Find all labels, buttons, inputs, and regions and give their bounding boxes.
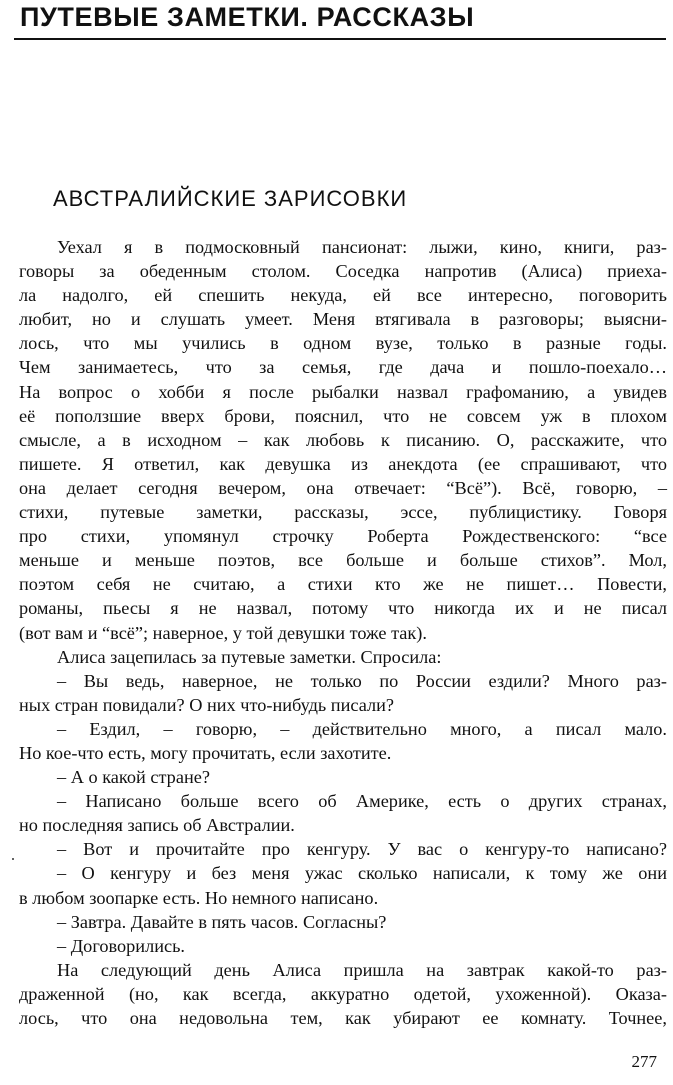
body-text xyxy=(19,235,667,1030)
running-header: ПУТЕВЫЕ ЗАМЕТКИ. РАССКАЗЫ xyxy=(20,2,475,32)
text-line: – А о какой стране? xyxy=(57,767,210,788)
text-line: пишете. Я ответил, как девушка из анекдота (ее спрашивают, что xyxy=(19,453,667,474)
text-line: стихи, путевые заметки, рассказы, эссе, публицистику. Говоря xyxy=(19,502,667,523)
text-line: – Вот и прочитайте про кенгуру. У вас о кенгуру-то написано? xyxy=(57,839,667,860)
text-line: – Вы ведь, наверное, не только по России ездили? Много раз- xyxy=(57,670,667,691)
text-line: (вот вам и “всё”; наверное, у той девушки тоже так). xyxy=(19,622,427,643)
story-title: АВСТРАЛИЙСКИЕ ЗАРИСОВКИ xyxy=(53,186,408,211)
text-line: ла надолго, ей спешить некуда, ей все интересно, поговорить xyxy=(19,285,667,306)
text-line: она делает сегодня вечером, она отвечает: “Всё”). Всё, говорю, – xyxy=(19,477,667,498)
text-line: – Ездил, – говорю, – действительно много, а писал мало. xyxy=(57,718,667,739)
text-line: лось, что она недовольна тем, как убирают ее комнату. Точнее, xyxy=(19,1008,667,1028)
text-line: – О кенгуру и без меня ужас сколько написали, к тому же они xyxy=(57,863,667,884)
text-line: Чем занимаетесь, что за семья, где дача и пошло-поехало… xyxy=(19,357,667,378)
text-line: поэтом себя не считаю, а стихи кто же не пишет… Повести, xyxy=(19,574,667,595)
text-line: в любом зоопарке есть. Но немного написано. xyxy=(19,887,379,908)
page-number: 277 xyxy=(631,1052,657,1071)
text-line: Алиса зацепилась за путевые заметки. Спросила: xyxy=(57,646,442,667)
text-line: На вопрос о хобби я после рыбалки назвал графоманию, а увидев xyxy=(19,381,667,402)
text-line: ных стран повидали? О них что-нибудь писали? xyxy=(19,694,395,715)
text-line: её поползшие вверх брови, пояснил, что не совсем уж в плохом xyxy=(19,405,667,426)
text-line: про стихи, упомянул строчку Роберта Рождественского: “все xyxy=(19,526,667,547)
text-line: На следующий день Алиса пришла на завтрак какой-то раз- xyxy=(57,959,667,980)
text-line: смысле, а в исходном – как любовь к писанию. О, расскажите, что xyxy=(19,429,667,450)
text-line: любит, но и слушать умеет. Меня втягивала в разговоры; выясни- xyxy=(19,309,667,330)
text-line: Но кое-что есть, могу прочитать, если захотите. xyxy=(19,742,392,763)
text-line: драженной (но, как всегда, аккуратно одетой, ухоженной). Оказа- xyxy=(19,983,667,1004)
text-line: говоры за обеденным столом. Соседка напротив (Алиса) приеха- xyxy=(19,261,667,282)
header-rule xyxy=(14,38,666,40)
text-line: Уехал я в подмосковный пансионат: лыжи, кино, книги, раз- xyxy=(57,237,667,257)
text-line: романы, пьесы я не назвал, потому что никогда их и не писал xyxy=(19,598,667,619)
text-line: меньше и меньше поэтов, все больше и больше стихов”. Мол, xyxy=(19,550,667,571)
text-line: но последняя запись об Австралии. xyxy=(19,815,295,836)
text-line: – Завтра. Давайте в пять часов. Согласны? xyxy=(57,911,387,932)
text-line: – Договорились. xyxy=(57,935,186,956)
stray-ink-mark xyxy=(12,858,14,860)
text-line: – Написано больше всего об Америке, есть о других странах, xyxy=(57,791,667,812)
text-line: лось, что мы учились в одном вузе, только в разные годы. xyxy=(19,333,667,354)
